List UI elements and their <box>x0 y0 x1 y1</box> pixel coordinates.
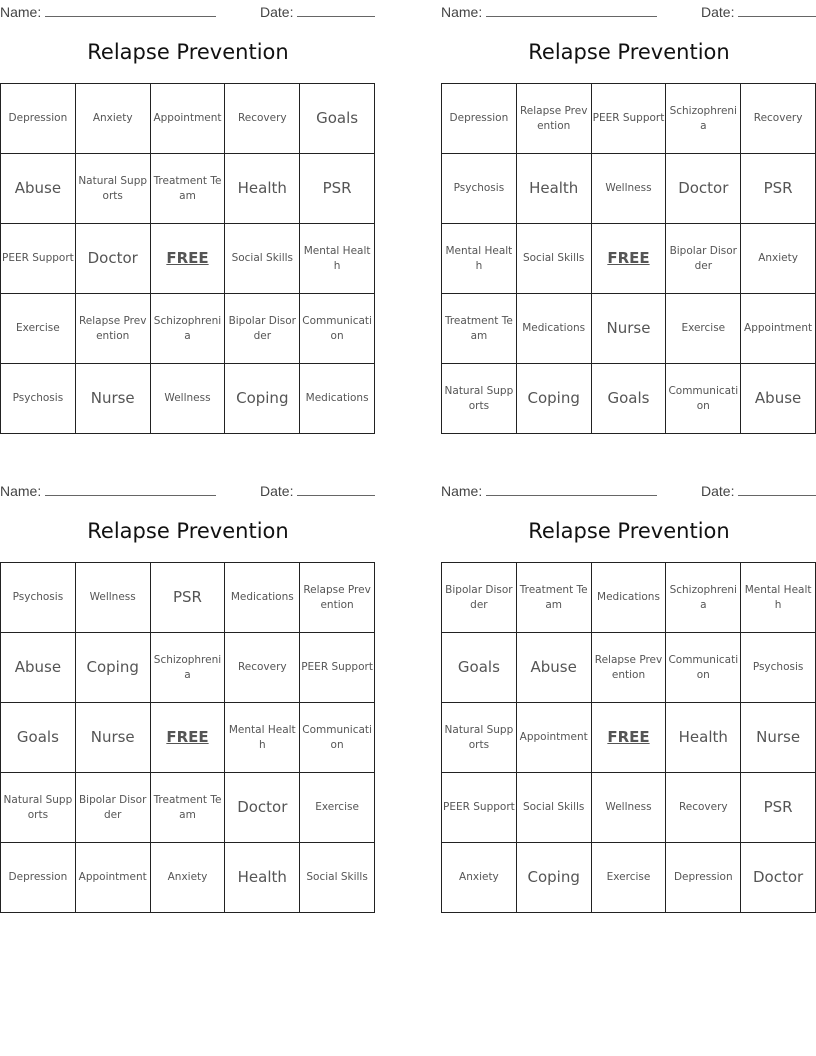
card-title: Relapse Prevention <box>87 519 289 543</box>
bingo-cell[interactable]: Natural Supports <box>76 154 151 224</box>
name-field <box>0 482 216 499</box>
bingo-cell[interactable]: Bipolar Disorder <box>442 563 517 633</box>
bingo-cell[interactable]: Coping <box>225 364 300 434</box>
bingo-cell[interactable]: Wellness <box>592 773 667 843</box>
bingo-cell[interactable]: Wellness <box>76 563 151 633</box>
bingo-cell[interactable]: Mental Health <box>741 563 816 633</box>
bingo-card <box>0 0 376 407</box>
card-title: Relapse Prevention <box>528 519 730 543</box>
name-line[interactable] <box>486 482 657 496</box>
bingo-cell[interactable]: Psychosis <box>442 154 517 224</box>
bingo-cell[interactable]: Abuse <box>517 633 592 703</box>
bingo-cell[interactable]: PEER Support <box>442 773 517 843</box>
bingo-cell[interactable]: Doctor <box>76 224 151 294</box>
name-line[interactable] <box>486 3 657 17</box>
bingo-cell[interactable]: Communication <box>666 364 741 434</box>
date-field <box>260 482 375 499</box>
bingo-cell[interactable]: Exercise <box>300 773 375 843</box>
card-title: Relapse Prevention <box>87 40 289 64</box>
bingo-cell[interactable]: Communication <box>300 294 375 364</box>
bingo-card <box>441 479 816 886</box>
bingo-cell[interactable]: Coping <box>76 633 151 703</box>
bingo-cell[interactable]: Goals <box>592 364 667 434</box>
free-space[interactable]: FREE <box>592 703 667 773</box>
bingo-cell[interactable]: Bipolar Disorder <box>225 294 300 364</box>
bingo-cell[interactable]: Appointment <box>151 84 226 154</box>
name-label: Name: <box>0 4 42 20</box>
bingo-cell[interactable]: Communication <box>300 703 375 773</box>
bingo-cell[interactable]: Anxiety <box>151 843 226 913</box>
bingo-cell[interactable]: Appointment <box>517 703 592 773</box>
date-label: Date: <box>701 483 735 499</box>
bingo-cell[interactable]: Goals <box>442 633 517 703</box>
bingo-cell[interactable]: Recovery <box>225 633 300 703</box>
bingo-cell[interactable]: Exercise <box>666 294 741 364</box>
bingo-cell[interactable]: Anxiety <box>741 224 816 294</box>
bingo-cell[interactable]: Exercise <box>592 843 667 913</box>
bingo-grid <box>0 562 375 913</box>
bingo-cell[interactable]: Coping <box>517 364 592 434</box>
date-line[interactable] <box>297 3 375 17</box>
name-label: Name: <box>441 483 483 499</box>
bingo-cell[interactable]: Appointment <box>76 843 151 913</box>
bingo-cell[interactable]: Mental Health <box>442 224 517 294</box>
name-field <box>441 482 657 499</box>
date-line[interactable] <box>738 482 816 496</box>
card-header <box>0 479 376 501</box>
date-field <box>701 3 816 20</box>
bingo-cell[interactable]: Relapse Prevention <box>517 84 592 154</box>
bingo-cell[interactable]: Schizophrenia <box>666 84 741 154</box>
bingo-cell[interactable]: Doctor <box>225 773 300 843</box>
bingo-cell[interactable]: PSR <box>300 154 375 224</box>
bingo-card <box>441 0 816 412</box>
bingo-cell[interactable]: Depression <box>1 84 76 154</box>
bingo-cell[interactable]: Goals <box>300 84 375 154</box>
bingo-cell[interactable]: Depression <box>442 84 517 154</box>
bingo-cell[interactable]: Social Skills <box>225 224 300 294</box>
bingo-cell[interactable]: PEER Support <box>1 224 76 294</box>
bingo-cell[interactable]: Schizophrenia <box>151 294 226 364</box>
bingo-cell[interactable]: Mental Health <box>225 703 300 773</box>
bingo-cell[interactable]: Goals <box>1 703 76 773</box>
bingo-cell[interactable]: PEER Support <box>300 633 375 703</box>
bingo-cell[interactable]: Social Skills <box>517 224 592 294</box>
name-label: Name: <box>0 483 42 499</box>
bingo-cell[interactable]: Abuse <box>1 633 76 703</box>
bingo-cell[interactable]: Health <box>666 703 741 773</box>
bingo-cell[interactable]: Treatment Team <box>151 154 226 224</box>
name-line[interactable] <box>45 482 216 496</box>
date-field <box>701 482 816 499</box>
bingo-cell[interactable]: Nurse <box>76 703 151 773</box>
bingo-cell[interactable]: Recovery <box>666 773 741 843</box>
bingo-cell[interactable]: Abuse <box>1 154 76 224</box>
bingo-cell[interactable]: Nurse <box>592 294 667 364</box>
bingo-cell[interactable]: Health <box>225 843 300 913</box>
bingo-cell[interactable]: Psychosis <box>741 633 816 703</box>
bingo-cell[interactable]: PSR <box>151 563 226 633</box>
bingo-cell[interactable]: Medications <box>300 364 375 434</box>
bingo-cell[interactable]: Psychosis <box>1 563 76 633</box>
bingo-cell[interactable]: Communication <box>666 633 741 703</box>
bingo-cell[interactable]: Doctor <box>741 843 816 913</box>
date-label: Date: <box>260 483 294 499</box>
date-line[interactable] <box>297 482 375 496</box>
bingo-cell[interactable]: Recovery <box>741 84 816 154</box>
bingo-cell[interactable]: Bipolar Disorder <box>666 224 741 294</box>
bingo-cell[interactable]: Wellness <box>151 364 226 434</box>
bingo-cell[interactable]: Natural Supports <box>442 364 517 434</box>
bingo-cell[interactable]: Anxiety <box>442 843 517 913</box>
name-field <box>441 3 657 20</box>
bingo-cell[interactable]: Bipolar Disorder <box>76 773 151 843</box>
free-space[interactable]: FREE <box>151 703 226 773</box>
bingo-cell[interactable]: Psychosis <box>1 364 76 434</box>
bingo-cell[interactable]: Relapse Prevention <box>592 633 667 703</box>
bingo-cell[interactable]: Treatment Team <box>442 294 517 364</box>
bingo-cell[interactable]: Health <box>517 154 592 224</box>
bingo-cell[interactable]: Recovery <box>225 84 300 154</box>
date-line[interactable] <box>738 3 816 17</box>
name-label: Name: <box>441 4 483 20</box>
bingo-cell[interactable]: Medications <box>225 563 300 633</box>
date-label: Date: <box>260 4 294 20</box>
bingo-cell[interactable]: Nurse <box>76 364 151 434</box>
bingo-cell[interactable]: Treatment Team <box>151 773 226 843</box>
card-header <box>441 0 816 22</box>
bingo-card <box>0 479 376 886</box>
date-label: Date: <box>701 4 735 20</box>
bingo-cell[interactable]: Relapse Prevention <box>300 563 375 633</box>
bingo-cell[interactable]: Health <box>225 154 300 224</box>
free-space[interactable]: FREE <box>592 224 667 294</box>
free-space[interactable]: FREE <box>151 224 226 294</box>
bingo-cell[interactable]: Nurse <box>741 703 816 773</box>
bingo-cell[interactable]: PSR <box>741 773 816 843</box>
bingo-cell[interactable]: Coping <box>517 843 592 913</box>
card-title: Relapse Prevention <box>528 40 730 64</box>
card-header <box>441 479 816 501</box>
bingo-cell[interactable]: Depression <box>666 843 741 913</box>
bingo-cell[interactable]: PSR <box>741 154 816 224</box>
bingo-cell[interactable]: Social Skills <box>517 773 592 843</box>
bingo-cell[interactable]: Depression <box>1 843 76 913</box>
bingo-cell[interactable]: Doctor <box>666 154 741 224</box>
bingo-grid <box>0 83 375 434</box>
bingo-cell[interactable]: Abuse <box>741 364 816 434</box>
bingo-cell[interactable]: Natural Supports <box>1 773 76 843</box>
bingo-grid <box>441 83 816 434</box>
bingo-grid <box>441 562 816 913</box>
name-field <box>0 3 216 20</box>
bingo-cell[interactable]: Relapse Prevention <box>76 294 151 364</box>
bingo-cell[interactable]: Social Skills <box>300 843 375 913</box>
bingo-cell[interactable]: Medications <box>592 563 667 633</box>
date-field <box>260 3 375 20</box>
bingo-cell[interactable]: Natural Supports <box>442 703 517 773</box>
bingo-cell[interactable]: Anxiety <box>76 84 151 154</box>
card-header <box>0 0 376 22</box>
bingo-cell[interactable]: PEER Support <box>592 84 667 154</box>
bingo-cell[interactable]: Mental Health <box>300 224 375 294</box>
bingo-cell[interactable]: Schizophrenia <box>666 563 741 633</box>
bingo-cell[interactable]: Schizophrenia <box>151 633 226 703</box>
name-line[interactable] <box>45 3 216 17</box>
bingo-cell[interactable]: Treatment Team <box>517 563 592 633</box>
bingo-cell[interactable]: Appointment <box>741 294 816 364</box>
bingo-cell[interactable]: Wellness <box>592 154 667 224</box>
bingo-cell[interactable]: Medications <box>517 294 592 364</box>
bingo-cell[interactable]: Exercise <box>1 294 76 364</box>
